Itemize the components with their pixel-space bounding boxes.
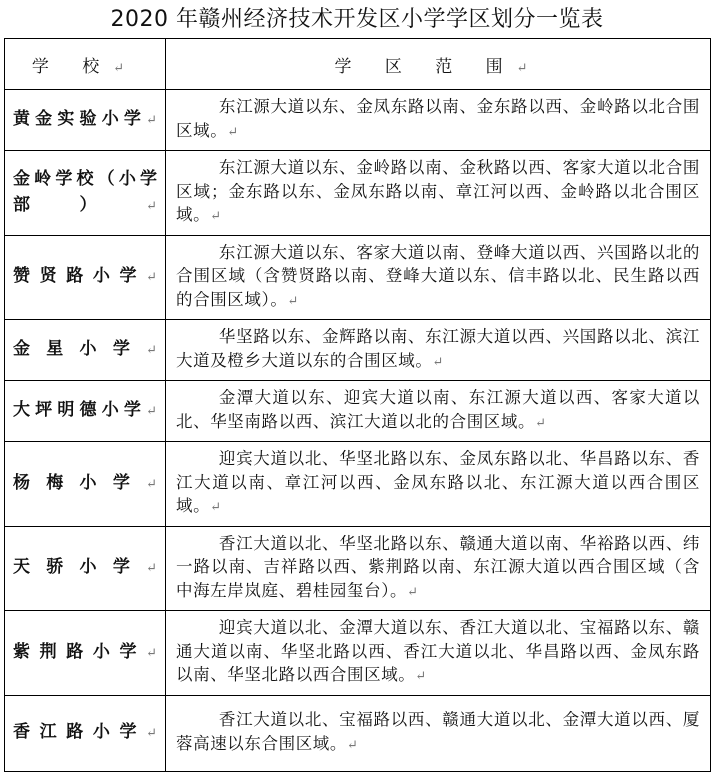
district-area: 东江源大道以东、金凤东路以南、金东路以西、金岭路以北合围区域。↵: [166, 90, 711, 151]
paragraph-mark-icon: ↵: [146, 645, 157, 661]
school-name: 赞贤路小学↵: [5, 235, 166, 320]
paragraph-mark-icon: ↵: [146, 198, 157, 214]
table-row: [5, 695, 711, 771]
table-row: [5, 526, 711, 611]
paragraph-mark-icon: ↵: [415, 669, 427, 684]
header-school-label: 学 校: [31, 56, 114, 77]
school-district-table: [4, 38, 711, 772]
table-row: [5, 151, 711, 236]
paragraph-mark-icon: ↵: [432, 354, 444, 370]
district-area: 东江源大道以东、客家大道以南、登峰大道以西、兴国路以北的合围区域（含赞贤路以南、登峰大道以东、信丰路以北、民生路以西的合围区域）。↵: [166, 235, 711, 320]
district-area: 香江大道以北、华坚北路以东、赣通大道以南、华裕路以西、纬一路以南、吉祥路以西、紫荆路以南、东江源大道以西合围区域（含中海左岸岚庭、碧桂园玺台）。↵: [166, 526, 711, 611]
table-row: [5, 90, 711, 151]
district-area: 迎宾大道以北、华坚北路以东、金凤东路以北、华昌路以东、香江大道以南、章江河以西、金凤东路以北、东江源大道以西合围区域。↵: [166, 442, 711, 527]
table-row: [5, 320, 711, 381]
table-row: [5, 611, 711, 696]
table-row: [5, 235, 711, 320]
paragraph-mark-icon: ↵: [516, 60, 542, 76]
district-area: 金潭大道以东、迎宾大道以南、东江源大道以西、客家大道以北、华坚南路以西、滨江大道以北的合围区域。↵: [166, 381, 711, 442]
district-area: 华坚路以东、金辉路以南、东江源大道以西、兴国路以北、滨江大道及橙乡大道以东的合围区域。↵: [166, 320, 711, 381]
school-name: 金星小学↵: [5, 320, 166, 381]
paragraph-mark-icon: ↵: [146, 726, 157, 741]
table-header-row: [5, 39, 711, 90]
district-area: 香江大道以北、宝福路以西、赣通大道以北、金潭大道以西、厦蓉高速以东合围区域。↵: [166, 695, 711, 771]
school-name: 紫荆路小学↵: [5, 611, 166, 696]
table-row: [5, 442, 711, 527]
paragraph-mark-icon: ↵: [146, 343, 157, 358]
school-name: 黄金实验小学↵: [5, 90, 166, 151]
paragraph-mark-icon: ↵: [347, 737, 359, 753]
paragraph-mark-icon: ↵: [146, 404, 157, 419]
district-area: 迎宾大道以北、金潭大道以东、香江大道以北、宝福路以东、赣通大道以南、华坚北路以西、香江大道以北、华昌路以西、金凤东路以南、华坚北路以西合围区域。↵: [166, 611, 711, 696]
paragraph-mark-icon: ↵: [227, 124, 239, 140]
paragraph-mark-icon: ↵: [146, 270, 157, 286]
paragraph-mark-icon: ↵: [535, 415, 547, 431]
paragraph-mark-icon: ↵: [113, 60, 139, 76]
header-area-label: 学 区 范 围: [334, 56, 517, 77]
school-name: 金岭学校（小学部）↵: [5, 151, 166, 236]
paragraph-mark-icon: ↵: [210, 209, 222, 224]
table-row: [5, 381, 711, 442]
paragraph-mark-icon: ↵: [407, 584, 419, 600]
header-school: [5, 39, 166, 90]
paragraph-mark-icon: ↵: [210, 500, 222, 515]
school-name: 大坪明德小学↵: [5, 381, 166, 442]
page-title: 2020 年赣州经济技术开发区小学学区划分一览表: [110, 7, 604, 32]
header-area: [166, 39, 711, 90]
paragraph-mark-icon: ↵: [287, 293, 299, 309]
district-area: 东江源大道以东、金岭路以南、金秋路以西、客家大道以北合围区域；金东路以东、金凤东路以南、章江河以西、金岭路以北合围区域。↵: [166, 151, 711, 236]
school-name: 香江路小学↵: [5, 695, 166, 771]
school-name: 杨梅小学↵: [5, 442, 166, 527]
paragraph-mark-icon: ↵: [146, 476, 157, 492]
paragraph-mark-icon: ↵: [146, 561, 157, 577]
school-name: 天骄小学↵: [5, 526, 166, 611]
paragraph-mark-icon: ↵: [146, 113, 157, 128]
